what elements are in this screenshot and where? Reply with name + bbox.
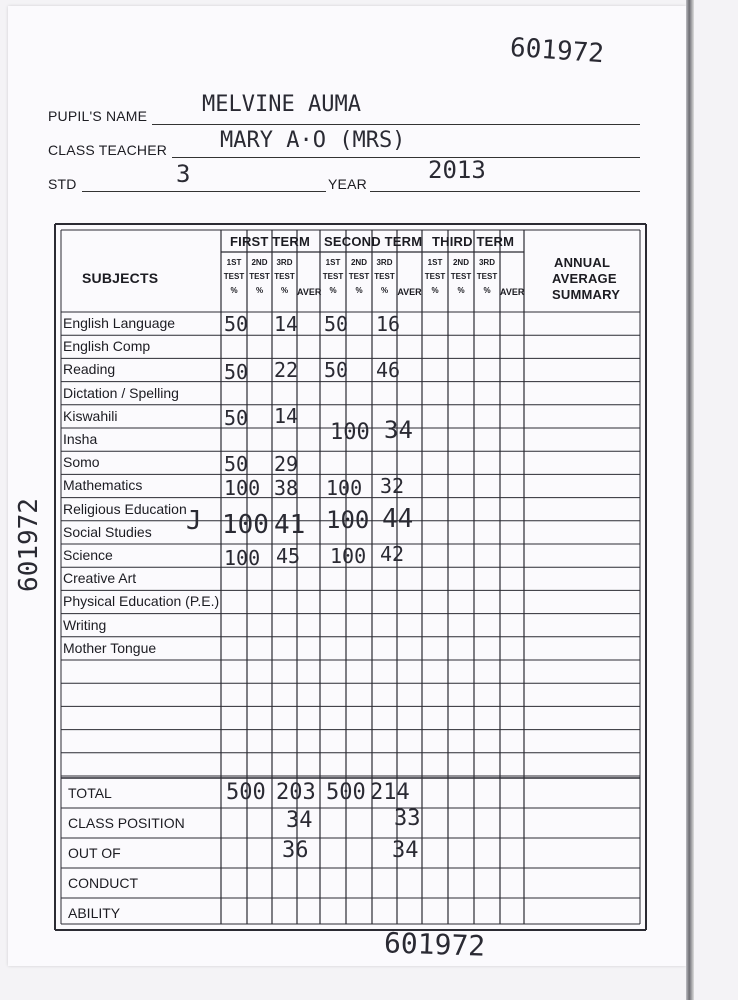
test-col-header-2-1: % <box>329 286 337 295</box>
third-term-header: THIRD TERM <box>432 234 515 249</box>
test-col-header-2-1: TEST <box>322 272 344 281</box>
english-second-3rd: 16 <box>376 312 401 336</box>
test-col-header-1-3: 3RD <box>276 258 293 267</box>
science-second-3rd: 42 <box>380 542 405 566</box>
test-col-header-1-2: % <box>255 286 264 295</box>
first-term-header: FIRST TERM <box>230 234 310 249</box>
math-second-3rd: 32 <box>380 474 405 498</box>
kiswahili-insha-second-1st: 100 <box>330 420 370 445</box>
serial-number-bottom: 601972 <box>383 926 486 963</box>
subject-label: Kiswahili <box>63 407 118 424</box>
somo-first-3rd: 29 <box>274 452 299 476</box>
religious-social-first-3rd: 41 <box>274 510 306 540</box>
pupil-name-value: MELVINE AUMA <box>202 92 361 117</box>
kiswahili-insha-second-3rd: 34 <box>384 416 413 444</box>
test-col-header-3-1: 1ST <box>427 258 443 267</box>
subject-label: Mathematics <box>63 477 143 494</box>
outof-second: 34 <box>392 838 419 863</box>
outof-first: 36 <box>282 838 309 863</box>
english-first-3rd: 14 <box>274 312 299 336</box>
second-term-header: SECOND TERM <box>324 234 423 249</box>
subject-label: Social Studies <box>63 523 152 540</box>
aver-header-3: AVER <box>500 287 525 297</box>
year-value: 2013 <box>428 156 486 184</box>
subject-label: Dictation / Spelling <box>63 384 179 401</box>
reading-first-1st: 50 <box>224 360 249 384</box>
serial-number-side: 601972 <box>13 498 44 592</box>
test-col-header-1-2: TEST <box>249 272 270 281</box>
reading-second-3rd: 46 <box>376 358 401 382</box>
subjects-header: SUBJECTS <box>82 270 159 286</box>
subject-label: English Language <box>63 315 176 331</box>
test-col-header-1-1: % <box>230 286 238 295</box>
footer-row-label: CONDUCT <box>68 875 138 891</box>
religious-social-second-3rd: 44 <box>382 504 414 534</box>
subject-label: Insha <box>63 431 98 447</box>
test-col-header-2-2: % <box>355 286 363 295</box>
kiswahili-first-1st: 50 <box>224 406 249 430</box>
reading-second-1st: 50 <box>324 358 349 382</box>
test-col-header-2-2: 2ND <box>350 258 367 267</box>
subject-label: Physical Education (P.E.) <box>63 593 220 610</box>
footer-row-label: ABILITY <box>68 905 121 921</box>
test-col-header-2-3: 3RD <box>376 258 393 267</box>
position-first: 34 <box>286 808 313 833</box>
aver-header-2: AVER <box>397 287 422 297</box>
english-second-1st: 50 <box>324 312 349 336</box>
test-col-header-3-1: TEST <box>424 272 446 281</box>
test-col-header-3-2: TEST <box>450 272 472 281</box>
science-second-1st: 100 <box>330 544 367 568</box>
subject-label: Creative Art <box>63 570 137 587</box>
somo-first-1st: 50 <box>224 452 249 476</box>
test-col-header-1-1: TEST <box>223 272 245 281</box>
total-second-1st: 500 <box>326 780 366 805</box>
test-col-header-1-2: 2ND <box>251 258 268 267</box>
year-label: YEAR <box>328 176 367 192</box>
reading-first-3rd: 22 <box>274 358 299 382</box>
test-col-header-3-3: TEST <box>476 272 498 281</box>
annual-summary-header-3: SUMMARY <box>552 287 621 302</box>
test-col-header-2-2: TEST <box>348 272 370 281</box>
religious-social-second-1st: 100 <box>326 506 370 534</box>
class-teacher-label: CLASS TEACHER <box>48 142 168 158</box>
std-label: STD <box>48 176 77 192</box>
science-first-3rd: 45 <box>276 544 301 568</box>
religious-social-first-1st: 100 <box>222 510 269 540</box>
subject-label: Somo <box>63 454 100 471</box>
kiswahili-first-3rd: 14 <box>274 404 299 428</box>
position-second: 33 <box>394 806 421 831</box>
aver-header-1: AVER <box>297 287 322 297</box>
test-col-header-2-3: TEST <box>374 272 395 281</box>
total-second-3rd: 214 <box>370 780 410 805</box>
religious-note-mark: J <box>186 506 202 536</box>
science-first-1st: 100 <box>224 546 261 570</box>
subject-label: English Comp <box>63 338 151 355</box>
test-col-header-1-1: 1ST <box>226 258 242 267</box>
class-teacher-value: MARY A·O (MRS) <box>220 128 406 153</box>
footer-row-label: TOTAL <box>68 785 112 801</box>
test-col-header-3-3: 3RD <box>478 258 495 267</box>
test-col-header-3-1: % <box>431 286 439 295</box>
footer-row-label: CLASS POSITION <box>68 815 185 831</box>
test-col-header-3-2: % <box>457 286 465 295</box>
subject-label: Science <box>63 547 113 563</box>
std-value: 3 <box>176 160 191 188</box>
test-col-header-3-3: % <box>483 286 491 295</box>
total-first-3rd: 203 <box>276 780 316 805</box>
test-col-header-2-1: 1ST <box>325 258 341 267</box>
subject-label: Mother Tongue <box>63 639 157 656</box>
english-first-1st: 50 <box>224 312 249 336</box>
annual-summary-header-2: AVERAGE <box>552 271 617 286</box>
footer-row-label: OUT OF <box>68 845 121 861</box>
test-col-header-3-2: 2ND <box>452 258 469 267</box>
math-second-1st: 100 <box>326 476 363 500</box>
test-col-header-2-3: % <box>380 286 389 295</box>
pupil-name-label: PUPIL'S NAME <box>48 108 148 124</box>
serial-number-top: 601972 <box>509 32 605 70</box>
math-first-1st: 100 <box>224 476 261 500</box>
total-first-1st: 500 <box>226 780 266 805</box>
subject-label: Religious Education <box>63 500 187 517</box>
subject-label: Reading <box>63 361 116 378</box>
test-col-header-1-3: TEST <box>274 272 295 281</box>
test-col-header-1-3: % <box>280 286 289 295</box>
subject-label: Writing <box>63 616 107 633</box>
annual-summary-header-1: ANNUAL <box>554 255 611 270</box>
math-first-3rd: 38 <box>274 476 299 500</box>
